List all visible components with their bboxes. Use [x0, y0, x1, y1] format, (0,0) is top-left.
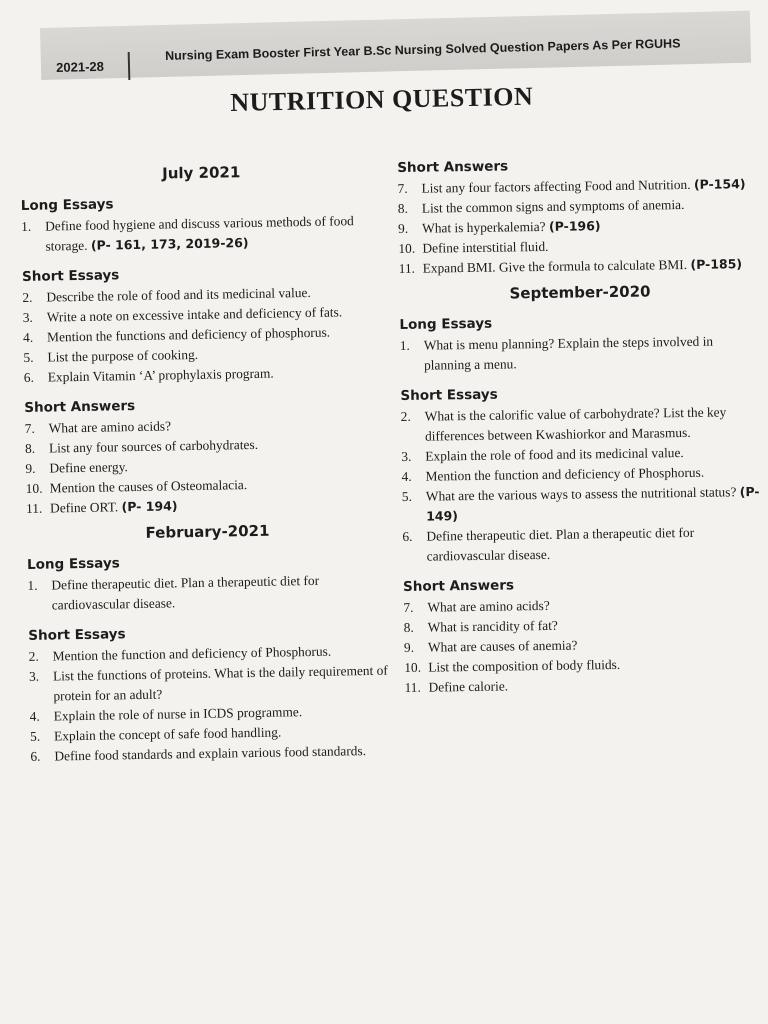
- question-text: [425, 402, 764, 447]
- question-text: [51, 570, 390, 616]
- section-title: Short Essays: [400, 386, 498, 404]
- question-body: Define calorie.: [428, 678, 509, 695]
- question-number: 6.: [30, 748, 41, 764]
- question-body: What are causes of anemia?: [427, 637, 578, 655]
- question-body: List the composition of body fluids.: [428, 656, 621, 675]
- question-item: [402, 522, 765, 567]
- question-body: Define energy.: [49, 459, 128, 476]
- question-number: 10.: [25, 480, 43, 496]
- question-number: 4.: [29, 708, 40, 724]
- exam-title: September-2020: [509, 282, 651, 303]
- question-number: 2.: [22, 289, 33, 305]
- question-body: Write a note on excessive intake and deficiency of fats.: [46, 304, 343, 325]
- question-number: 5.: [29, 728, 41, 744]
- page-reference: (P-149): [426, 483, 760, 524]
- question-item: [27, 570, 390, 616]
- question-number: 5.: [401, 488, 413, 504]
- question-body: Define interstitial fluid.: [422, 238, 549, 256]
- left-column: [20, 154, 393, 767]
- question-number: 11.: [398, 260, 416, 276]
- question-body: Define food hygiene and discuss various methods of food storage.: [45, 213, 354, 254]
- question-number: 1.: [21, 218, 32, 234]
- question-item: [399, 254, 761, 279]
- question-body: What are amino acids?: [48, 418, 172, 436]
- question-text: [426, 522, 765, 567]
- question-number: 3.: [28, 668, 40, 684]
- question-body: Define therapeutic diet. Plan a therapeutic diet for cardiovascular disease.: [51, 572, 320, 613]
- question-number: 10.: [404, 659, 422, 675]
- question-item: [401, 402, 764, 447]
- section-title: Long Essays: [20, 196, 114, 214]
- question-body: What is the calorific value of carbohydrate? List the key differences between Kwashiorkor and Marasmus.: [424, 404, 727, 444]
- question-text: [426, 482, 765, 527]
- section-title: Short Essays: [21, 267, 120, 285]
- question-number: 7.: [24, 420, 35, 436]
- question-body: Mention the function and deficiency of Phosphorus.: [425, 464, 705, 484]
- page-reference: (P-154): [693, 176, 746, 192]
- section-title: Long Essays: [399, 315, 493, 333]
- question-item: [21, 211, 384, 257]
- question-text: [423, 254, 761, 279]
- question-number: 2.: [28, 648, 39, 664]
- question-text: [428, 673, 766, 698]
- question-text: [424, 331, 763, 376]
- page-title: NUTRITION QUESTION: [230, 81, 534, 117]
- question-number: 11.: [25, 500, 43, 516]
- question-body: Describe the role of food and its medicinal value.: [46, 284, 311, 305]
- question-number: 1.: [399, 337, 410, 353]
- question-body: List any four sources of carbohydrates.: [48, 436, 259, 456]
- question-number: 2.: [400, 408, 411, 424]
- question-body: List the purpose of cooking.: [47, 346, 199, 365]
- question-body: Explain Vitamin ‘A’ prophylaxis program.: [47, 365, 274, 385]
- question-item: [400, 331, 763, 376]
- question-body: List any four factors affecting Food and Nutrition.: [421, 176, 691, 196]
- question-body: Mention the function and deficiency of Phosphorus.: [52, 643, 332, 664]
- question-number: 5.: [23, 349, 34, 365]
- question-body: Define ORT.: [49, 499, 119, 516]
- question-body: What is hyperkalemia?: [422, 218, 546, 236]
- question-number: 4.: [22, 329, 34, 345]
- question-number: 8.: [24, 440, 36, 456]
- question-number: 10.: [398, 240, 416, 256]
- question-number: 1.: [27, 577, 38, 593]
- question-number: 7.: [397, 180, 408, 196]
- page-reference: (P- 161, 173, 2019-26): [90, 235, 249, 253]
- section-title: Long Essays: [26, 555, 120, 573]
- question-body: Define food standards and explain various food standards.: [54, 743, 367, 764]
- question-number: 6.: [23, 369, 34, 385]
- question-number: 7.: [403, 599, 414, 615]
- right-column: [397, 143, 767, 698]
- question-body: Mention the causes of Osteomalacia.: [49, 477, 248, 496]
- question-item: [404, 673, 766, 698]
- section-title: Short Answers: [403, 577, 515, 595]
- header-book-title: Nursing Exam Booster First Year B.Sc Nursing Solved Question Papers As Per RGUHS: [165, 36, 681, 63]
- question-number: 4.: [401, 468, 412, 484]
- question-text: [45, 211, 384, 257]
- question-body: Explain the role of food and its medicinal value.: [425, 445, 684, 464]
- question-body: Expand BMI. Give the formula to calculate BMI.: [422, 256, 688, 276]
- question-number: 8.: [397, 200, 408, 216]
- page-reference: (P- 194): [121, 498, 178, 515]
- question-body: List the common signs and symptoms of anemia.: [421, 196, 685, 216]
- question-body: Define therapeutic diet. Plan a therapeutic diet for cardiovascular disease.: [426, 524, 695, 564]
- question-number: 9.: [398, 220, 409, 236]
- question-number: 9.: [25, 460, 36, 476]
- section-title: Short Answers: [24, 398, 136, 416]
- question-body: Explain the concept of safe food handling.: [53, 724, 282, 744]
- question-number: 6.: [402, 528, 413, 544]
- question-item: [402, 482, 765, 527]
- question-body: Mention the functions and deficiency of phosphorus.: [46, 324, 331, 345]
- section-title: Short Essays: [28, 626, 126, 644]
- question-number: 11.: [404, 679, 421, 695]
- question-item: [29, 661, 392, 707]
- question-body: What is rancidity of fat?: [427, 617, 558, 635]
- exam-title: July 2021: [162, 163, 241, 183]
- question-number: 3.: [401, 448, 412, 464]
- question-number: 9.: [403, 639, 415, 655]
- page-reference: (P-185): [690, 256, 743, 272]
- question-number: 8.: [403, 619, 414, 635]
- question-number: 3.: [22, 309, 33, 325]
- page-reference: (P-196): [548, 218, 601, 234]
- question-body: What is menu planning? Explain the steps involved in planning a menu.: [423, 333, 714, 373]
- question-body: Explain the role of nurse in ICDS programme.: [53, 704, 303, 724]
- section-title: Short Answers: [397, 158, 509, 176]
- question-text: [53, 661, 392, 707]
- question-body: What are amino acids?: [427, 597, 550, 615]
- question-body: What are the various ways to assess the nutritional status?: [425, 484, 737, 504]
- header-year: 2021-28: [56, 58, 105, 75]
- exam-title: February-2021: [145, 521, 270, 542]
- question-body: List the functions of proteins. What is the daily requirement of protein for an adult?: [52, 662, 388, 704]
